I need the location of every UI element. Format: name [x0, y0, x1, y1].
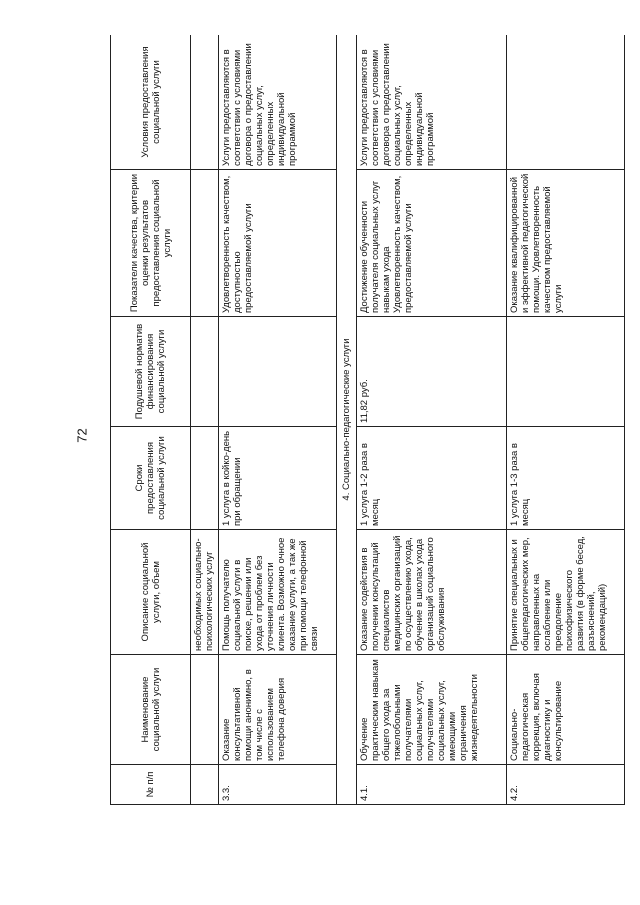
table-row-4-2 [507, 35, 625, 805]
header-row [111, 35, 191, 805]
row-3-3-name: Оказание консультативной помощи анонимно, в том числе с использованием телефона доверия [219, 655, 337, 765]
header-quality: Показатели качества, критерии оценки результатов предоставления социальной услуги [111, 170, 191, 317]
social-services-table [110, 35, 625, 805]
row-4-1-num: 4.1. [357, 765, 507, 805]
continuation-row [191, 35, 219, 805]
row-4-2-terms: 1 услуга 1-3 раза в месяц [507, 427, 625, 530]
header-num: № п/п [111, 765, 191, 805]
row-4-1-quality: Достижение обученности получателя социальных услуг навыкам ухода Удовлетворенность качеством, предоставляемой услуги [357, 170, 507, 317]
table-row-4-1 [357, 35, 507, 805]
row-4-1-description: Оказание содействия в получении консультаций специалистов медицинских организаций по осуществлению ухода, обучение в школах ухода организаций социального обслуживания [357, 530, 507, 655]
row-4-1-name: Обучение практическим навыкам общего ухода за тяжелобольными получателями социальных услуг, получателями социальных услуг, имеющими ограничения жизнедеятельности [357, 655, 507, 765]
header-name: Наименование социальной услуги [111, 655, 191, 765]
cell-empty [191, 170, 219, 317]
table-sheet [110, 35, 625, 805]
row-3-3-norm [219, 317, 337, 427]
table-row-3-3 [219, 35, 337, 805]
cell-empty [191, 317, 219, 427]
section-heading-row [337, 35, 357, 805]
row-4-2-name: Социально-педагогическая коррекция, включая диагностику и консультирование [507, 655, 625, 765]
section-4-title: 4. Социально-педагогические услуги [337, 35, 357, 805]
cell-empty [191, 765, 219, 805]
cell-empty [191, 427, 219, 530]
row-3-3-num: 3.3. [219, 765, 337, 805]
row-3-3-terms: 1 услуга в койко-день при обращении [219, 427, 337, 530]
row-4-2-conditions [507, 35, 625, 170]
page-number: 72 [74, 428, 90, 443]
row-4-1-norm: 11,82 руб. [357, 317, 507, 427]
row-4-1-conditions: Услуги предоставляются в соответствии с условиями договора о предоставлении социальных услуг, определенных индивидуальной программой [357, 35, 507, 170]
row-3-3-conditions: Услуги предоставляются в соответствии с условиями договора о предоставлении социальных услуг, определенных индивидуальной программой [219, 35, 337, 170]
row-3-3-description: Помощь получателю социальной услуги в поиске, решении или ухода от проблем без уточнения личности клиента. Возможно очное оказание услуги, а так же при помощи телефонной связи [219, 530, 337, 655]
row-4-2-norm [507, 317, 625, 427]
header-terms: Сроки предоставления социальной услуги [111, 427, 191, 530]
cell-empty [191, 655, 219, 765]
row-4-2-num: 4.2. [507, 765, 625, 805]
rotated-table-container [110, 35, 625, 805]
row-4-1-terms: 1 услуга 1-2 раза в месяц [357, 427, 507, 530]
continuation-description: необходимых социально-психологических услуг [191, 530, 219, 655]
row-3-3-quality: Удовлетворенность качеством, доступностью предоставляемой услуги [219, 170, 337, 317]
row-4-2-description: Принятие специальных и общепедагогических мер, направленных на ослабление или преодоление психофизического развития (в форме бесед, разъяснений, рекомендаций) [507, 530, 625, 655]
row-4-2-quality: Оказание квалифицированной и эффективной педагогической помощи. Удовлетворенность качеством предоставляемой услуги [507, 170, 625, 317]
cell-empty [191, 35, 219, 170]
header-norm: Подушевой норматив финансирования социальной услуги [111, 317, 191, 427]
header-description: Описание социальной услуги, объем [111, 530, 191, 655]
header-conditions: Условия предоставления социальной услуги [111, 35, 191, 170]
